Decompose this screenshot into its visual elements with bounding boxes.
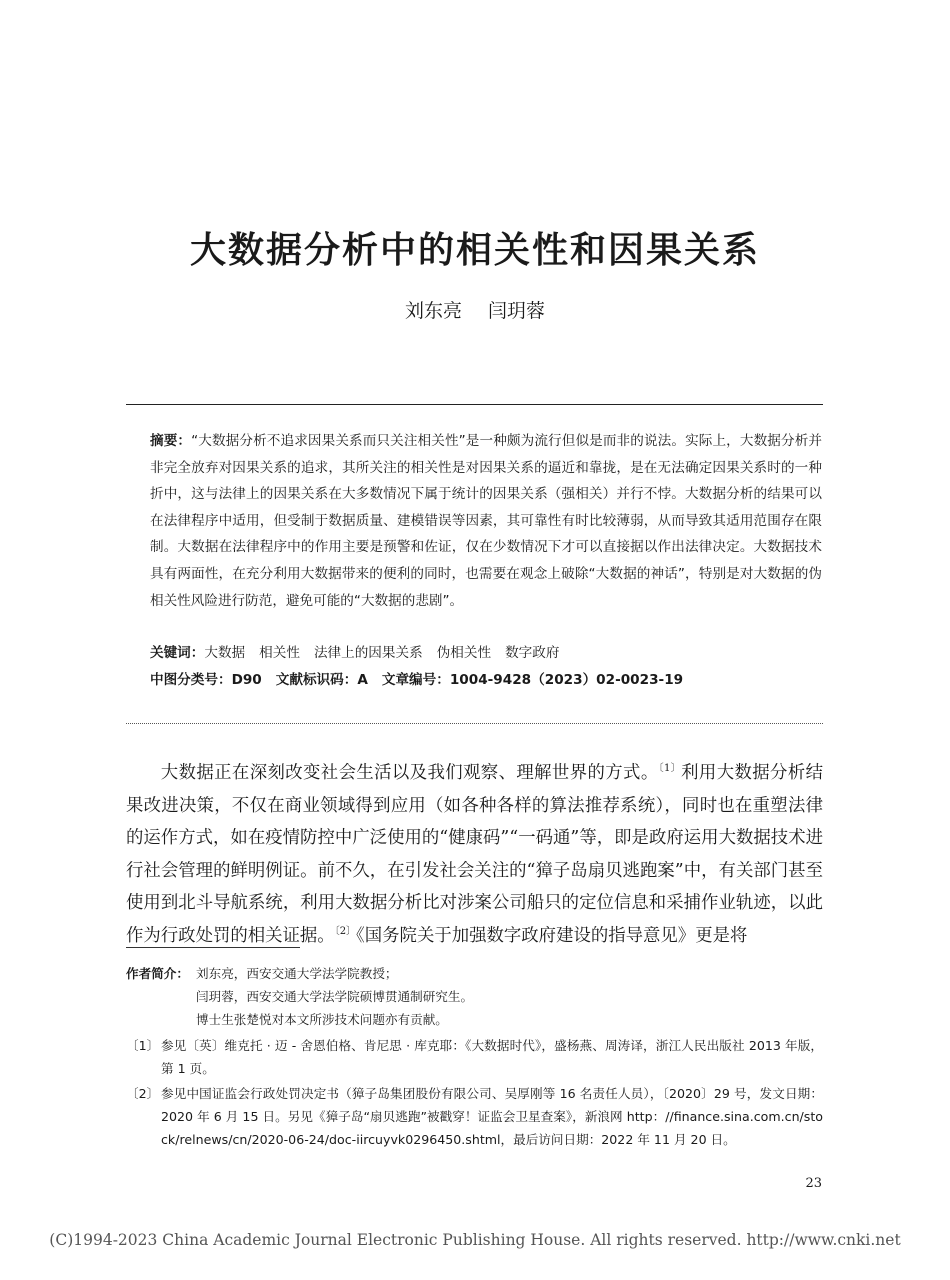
copyright-footer: (C)1994-2023 China Academic Journal Electronic Publishing House. All rights reserved. http://www.cnki.net (49, 1231, 901, 1249)
footnote-number: 〔1〕 (126, 1037, 160, 1053)
keyword: 伪相关性 (436, 645, 492, 661)
doc-value: A (357, 672, 368, 688)
author-line (0, 296, 950, 323)
author-intro-line: 闫玥蓉，西安交通大学法学院硕博贯通制研究生。 (196, 989, 474, 1005)
clc-code (150, 672, 262, 688)
article-title: 大数据分析中的相关性和因果关系 (189, 229, 760, 271)
body-text: 利用大数据分析结果改进决策，不仅在商业领域得到应用（如各种各样的算法推荐系统），同时也在重塑法律的运作方式，如在疫情防控中广泛使用的“健康码”“一码通”等，即是政府运用大数据技术进行社会管理的鲜明例证。前不久，在引发社会关注的“獐子岛扇贝逃跑案”中，有关部门甚至使用到北斗导航系统，利用大数据分析比对涉案公司船只的定位信息和采捕作业轨迹，以此作为行政处罚的相关证据。 (126, 763, 823, 946)
footnote-number: 〔2〕 (126, 1086, 160, 1102)
author-name: 闫玥蓉 (488, 300, 546, 322)
abstract-text: “大数据分析不追求因果关系而只关注相关性”是一种颇为流行但似是而非的说法。实际上，大数据分析并非完全放弃对因果关系的追求，其所关注的相关性是对因果关系的逼近和靠拢，是在无法确定因果关系时的一种折中，这与法律上的因果关系在大多数情况下属于统计的因果关系（强相关）并行不悖。大数据分析的结果可以在法律程序中适用，但受制于数据质量、建模错误等因素，其可靠性有时比较薄弱，从而导致其适用范围存在限制。大数据在法律程序中的作用主要是预警和佐证，仅在少数情况下才可以直接据以作出法律决定。大数据技术具有两面性，在充分利用大数据带来的便利的同时，也需要在观念上破除“大数据的神话”，特别是对大数据的伪相关性风险进行防范，避免可能的“大数据的悲剧”。 (150, 433, 823, 609)
keyword: 数字政府 (505, 645, 560, 661)
classification-line (150, 667, 822, 693)
top-rule (126, 404, 823, 405)
body-text: 大数据正在深刻改变社会生活以及我们观察、理解世界的方式。 (160, 763, 659, 783)
footnote-ref: 〔2〕 (334, 926, 357, 938)
notes (126, 962, 823, 1152)
page-number: 23 (805, 1176, 822, 1191)
article-number (382, 672, 683, 688)
keywords-label: 关键词： (150, 645, 205, 661)
article-label: 文章编号： (381, 672, 450, 688)
doc-label: 文献标识码： (275, 672, 358, 688)
keyword: 大数据 (204, 645, 246, 661)
author-intro-line: 博士生张楚悦对本文所涉技术问题亦有贡献。 (196, 1012, 448, 1028)
author-name: 刘东亮 (404, 300, 462, 322)
dotted-separator (126, 723, 823, 724)
article-value: 1004-9428（2023）02-0023-19 (449, 672, 684, 688)
footnote-rule (126, 947, 300, 948)
author-intro (126, 962, 823, 985)
abstract-label: 摘要： (150, 433, 192, 449)
clc-label: 中图分类号： (150, 672, 232, 688)
author-intro-line: 刘东亮，西安交通大学法学院教授； (196, 966, 398, 981)
keyword: 相关性 (259, 645, 300, 661)
footnote (126, 1034, 823, 1080)
footnote-ref: 〔1〕 (658, 763, 682, 775)
abstract (150, 428, 822, 614)
keywords (150, 640, 822, 666)
author-intro-label: 作者简介： (126, 966, 189, 981)
doc-code (276, 672, 368, 688)
footnote-text: 参见中国证监会行政处罚决定书（獐子岛集团股份有限公司、吴厚刚等 16 名责任人员），〔2020〕29 号，发文日期：2020 年 6 月 15 日。另见《獐子岛“扇贝逃跑”被戳穿！证监会卫星查案》，新浪网 http：//finance.sina.com.cn/stock/relnews/cn/2020-06-24/doc-iircuyvk0296450.shtml，最后访问日期：2022 年 11 月 20 日。 (161, 1086, 823, 1148)
footnote-text: 参见〔英〕维克托 · 迈 - 舍恩伯格、肯尼思 · 库克耶：《大数据时代》，盛杨燕、周涛译，浙江人民出版社 2013 年版，第 1 页。 (161, 1037, 823, 1076)
body-paragraph (126, 757, 823, 953)
body-text: 《国务院关于加强数字政府建设的指导意见》更是将 (356, 925, 748, 946)
clc-value: D90 (231, 672, 262, 688)
keyword: 法律上的因果关系 (313, 645, 423, 661)
footnote (126, 1082, 823, 1152)
